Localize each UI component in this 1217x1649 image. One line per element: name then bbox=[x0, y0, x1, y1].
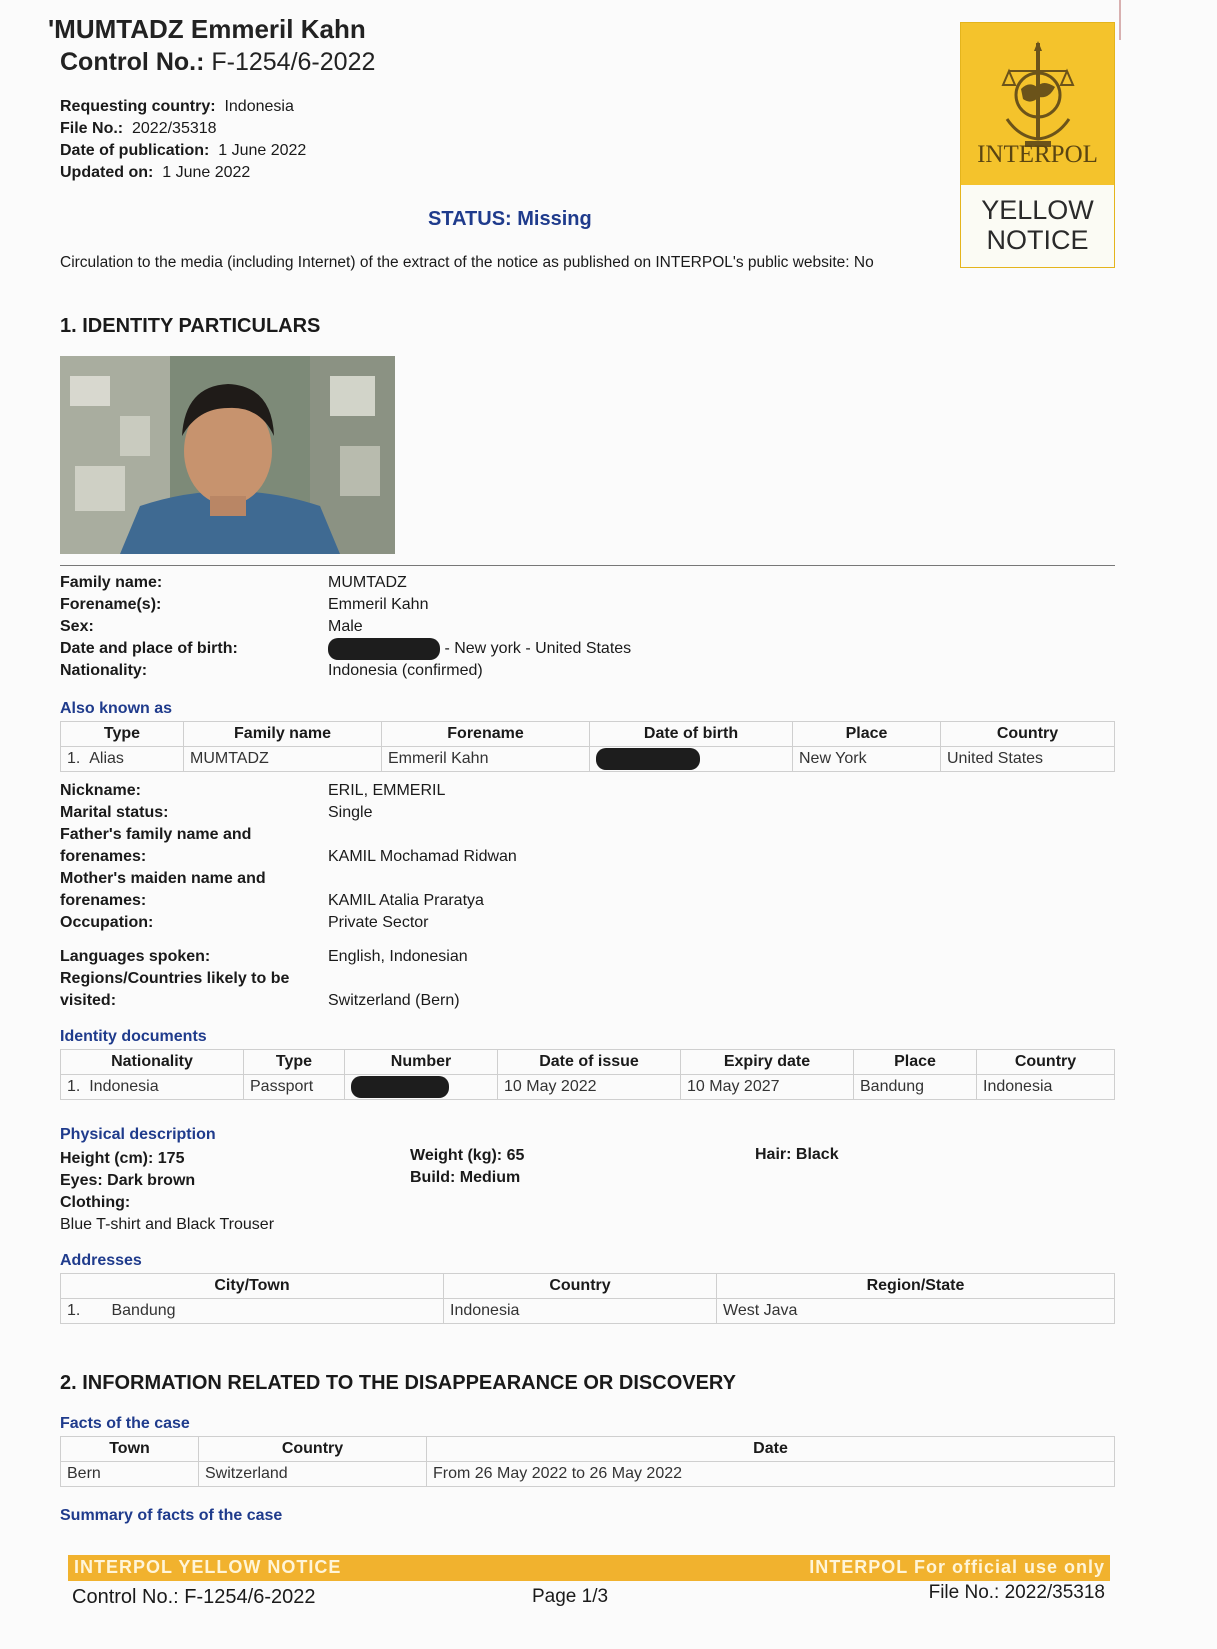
aka-col-forename: Forename bbox=[382, 722, 590, 747]
weight-value: Weight (kg): 65 bbox=[410, 1147, 525, 1164]
interpol-brand: INTERPOL bbox=[977, 141, 1098, 168]
facts-town-cell: Bern bbox=[61, 1462, 199, 1487]
facts-col-town: Town bbox=[61, 1437, 199, 1462]
facts-date-cell: From 26 May 2022 to 26 May 2022 bbox=[427, 1462, 1115, 1487]
aka-header-row bbox=[61, 722, 1115, 747]
status-label: STATUS: Missing bbox=[428, 208, 592, 230]
section-identity-title: 1. IDENTITY PARTICULARS bbox=[60, 315, 321, 337]
notice-type-line2: NOTICE bbox=[986, 225, 1089, 255]
notice-type-line1: YELLOW bbox=[981, 195, 1094, 225]
person-photo-image bbox=[60, 356, 395, 554]
mother-name-value: KAMIL Atalia Praratya bbox=[328, 892, 484, 909]
meta-requesting-country: Requesting country: Indonesia bbox=[60, 98, 294, 115]
addr-col-city: City/Town bbox=[61, 1274, 444, 1299]
addr-region-cell: West Java bbox=[717, 1299, 1115, 1324]
id-col-place: Place bbox=[854, 1050, 977, 1075]
father-name-value: KAMIL Mochamad Ridwan bbox=[328, 848, 517, 865]
mother-name-label: Mother's maiden name and bbox=[60, 870, 266, 887]
nickname-value: ERIL, EMMERIL bbox=[328, 782, 446, 799]
regions-label: Regions/Countries likely to be bbox=[60, 970, 290, 987]
regions-label-2: visited: bbox=[60, 992, 117, 1009]
redacted-birth-date bbox=[328, 638, 440, 660]
facts-header-row bbox=[61, 1437, 1115, 1462]
table-row bbox=[61, 1462, 1115, 1487]
meta-file-no: File No.: 2022/35318 bbox=[60, 120, 217, 137]
forenames-label: Forename(s): bbox=[60, 596, 162, 613]
summary-title: Summary of facts of the case bbox=[60, 1507, 283, 1524]
aka-col-family: Family name bbox=[184, 722, 382, 747]
footer-official-label: INTERPOL For official use only bbox=[809, 1557, 1105, 1577]
footer-page-number: Page 1/3 bbox=[532, 1586, 609, 1607]
id-docs-title: Identity documents bbox=[60, 1028, 207, 1045]
control-value: F-1254/6-2022 bbox=[211, 48, 376, 76]
addresses-header-row bbox=[61, 1274, 1115, 1299]
height-value: Height (cm): 175 bbox=[60, 1150, 185, 1167]
notice-type-box bbox=[961, 185, 1114, 267]
birth-value: - New york - United States bbox=[328, 638, 631, 660]
physical-title: Physical description bbox=[60, 1126, 216, 1143]
redacted-passport-number bbox=[351, 1076, 449, 1098]
id-issue-cell: 10 May 2022 bbox=[498, 1075, 681, 1100]
addr-col-region: Region/State bbox=[717, 1274, 1115, 1299]
facts-country-cell: Switzerland bbox=[199, 1462, 427, 1487]
sex-label: Sex: bbox=[60, 618, 94, 635]
facts-col-country: Country bbox=[199, 1437, 427, 1462]
clothing-value: Blue T-shirt and Black Trouser bbox=[60, 1216, 275, 1233]
marital-status-value: Single bbox=[328, 804, 373, 821]
table-row bbox=[61, 1075, 1115, 1100]
build-value: Build: Medium bbox=[410, 1169, 521, 1186]
id-nationality-cell: 1. Indonesia bbox=[61, 1075, 244, 1100]
section-disappearance-title: 2. INFORMATION RELATED TO THE DISAPPEARANCE OR DISCOVERY bbox=[60, 1372, 736, 1394]
addr-country-cell: Indonesia bbox=[444, 1299, 717, 1324]
id-expiry-cell: 10 May 2027 bbox=[681, 1075, 854, 1100]
details-values bbox=[328, 780, 517, 1012]
aka-place-cell: New York bbox=[793, 747, 941, 772]
occupation-value: Private Sector bbox=[328, 914, 429, 931]
person-photo bbox=[60, 356, 395, 554]
interpol-emblem-icon bbox=[999, 41, 1077, 151]
nationality-label: Nationality: bbox=[60, 662, 148, 679]
footer-notice-label: INTERPOL YELLOW NOTICE bbox=[74, 1557, 342, 1577]
aka-col-type: Type bbox=[61, 722, 184, 747]
aka-forename-cell: Emmeril Kahn bbox=[382, 747, 590, 772]
table-row bbox=[61, 1299, 1115, 1324]
identity-labels bbox=[60, 572, 238, 682]
aka-dob-cell bbox=[590, 747, 793, 772]
interpol-logo bbox=[960, 22, 1115, 268]
clothing-label: Clothing: bbox=[60, 1194, 131, 1211]
addr-col-country: Country bbox=[444, 1274, 717, 1299]
sex-value: Male bbox=[328, 618, 363, 635]
redacted-alias-dob bbox=[596, 748, 700, 770]
facts-table bbox=[60, 1436, 1115, 1487]
meta-updated-on: Updated on: 1 June 2022 bbox=[60, 164, 251, 181]
regions-value: Switzerland (Bern) bbox=[328, 992, 460, 1009]
footer-control-number: Control No.: F-1254/6-2022 bbox=[72, 1586, 316, 1608]
languages-label: Languages spoken: bbox=[60, 948, 211, 965]
identity-divider bbox=[60, 565, 1115, 566]
languages-value: English, Indonesian bbox=[328, 948, 468, 965]
id-place-cell: Bandung bbox=[854, 1075, 977, 1100]
birth-label: Date and place of birth: bbox=[60, 640, 238, 657]
addr-city-cell: 1. Bandung bbox=[61, 1299, 444, 1324]
aka-title: Also known as bbox=[60, 700, 173, 717]
identity-values bbox=[328, 572, 631, 682]
meta-publication-date: Date of publication: 1 June 2022 bbox=[60, 142, 307, 159]
aka-table bbox=[60, 721, 1115, 772]
footer-file-number: File No.: 2022/35318 bbox=[928, 1582, 1105, 1603]
addresses-title: Addresses bbox=[60, 1252, 142, 1269]
nationality-value: Indonesia (confirmed) bbox=[328, 662, 483, 680]
hair-value: Hair: Black bbox=[755, 1146, 839, 1163]
father-name-label-2: forenames: bbox=[60, 848, 147, 865]
id-type-cell: Passport bbox=[244, 1075, 345, 1100]
physical-middle bbox=[410, 1145, 524, 1189]
facts-col-date: Date bbox=[427, 1437, 1115, 1462]
id-number-cell bbox=[345, 1075, 498, 1100]
circulation-note: Circulation to the media (including Internet) of the extract of the notice as published on INTERPOL's public website: No bbox=[60, 254, 874, 271]
mother-name-label-2: forenames: bbox=[60, 892, 147, 909]
id-col-expiry: Expiry date bbox=[681, 1050, 854, 1075]
id-docs-table bbox=[60, 1049, 1115, 1100]
forenames-value: Emmeril Kahn bbox=[328, 596, 429, 613]
eyes-value: Eyes: Dark brown bbox=[60, 1172, 196, 1189]
notice-meta bbox=[60, 96, 306, 184]
page-edge bbox=[1119, 0, 1121, 40]
table-row bbox=[61, 747, 1115, 772]
id-country-cell: Indonesia bbox=[977, 1075, 1115, 1100]
aka-country-cell: United States bbox=[941, 747, 1115, 772]
aka-col-place: Place bbox=[793, 722, 941, 747]
physical-left bbox=[60, 1148, 274, 1236]
aka-family-cell: MUMTADZ bbox=[184, 747, 382, 772]
id-docs-header-row bbox=[61, 1050, 1115, 1075]
id-col-nationality: Nationality bbox=[61, 1050, 244, 1075]
marital-status-label: Marital status: bbox=[60, 804, 169, 821]
details-labels bbox=[60, 780, 320, 1012]
id-col-type: Type bbox=[244, 1050, 345, 1075]
id-col-number: Number bbox=[345, 1050, 498, 1075]
aka-col-country: Country bbox=[941, 722, 1115, 747]
occupation-label: Occupation: bbox=[60, 914, 154, 931]
control-number bbox=[60, 48, 375, 77]
family-name-value: MUMTADZ bbox=[328, 574, 407, 591]
facts-title: Facts of the case bbox=[60, 1415, 190, 1432]
addresses-table bbox=[60, 1273, 1115, 1324]
aka-col-dob: Date of birth bbox=[590, 722, 793, 747]
control-label: Control No.: bbox=[60, 48, 205, 76]
person-name-title: 'MUMTADZ Emmeril Kahn bbox=[48, 14, 366, 44]
nickname-label: Nickname: bbox=[60, 782, 141, 799]
id-col-issue: Date of issue bbox=[498, 1050, 681, 1075]
family-name-label: Family name: bbox=[60, 574, 163, 591]
aka-type-cell: 1. Alias bbox=[61, 747, 184, 772]
father-name-label: Father's family name and bbox=[60, 826, 252, 843]
id-col-country: Country bbox=[977, 1050, 1115, 1075]
